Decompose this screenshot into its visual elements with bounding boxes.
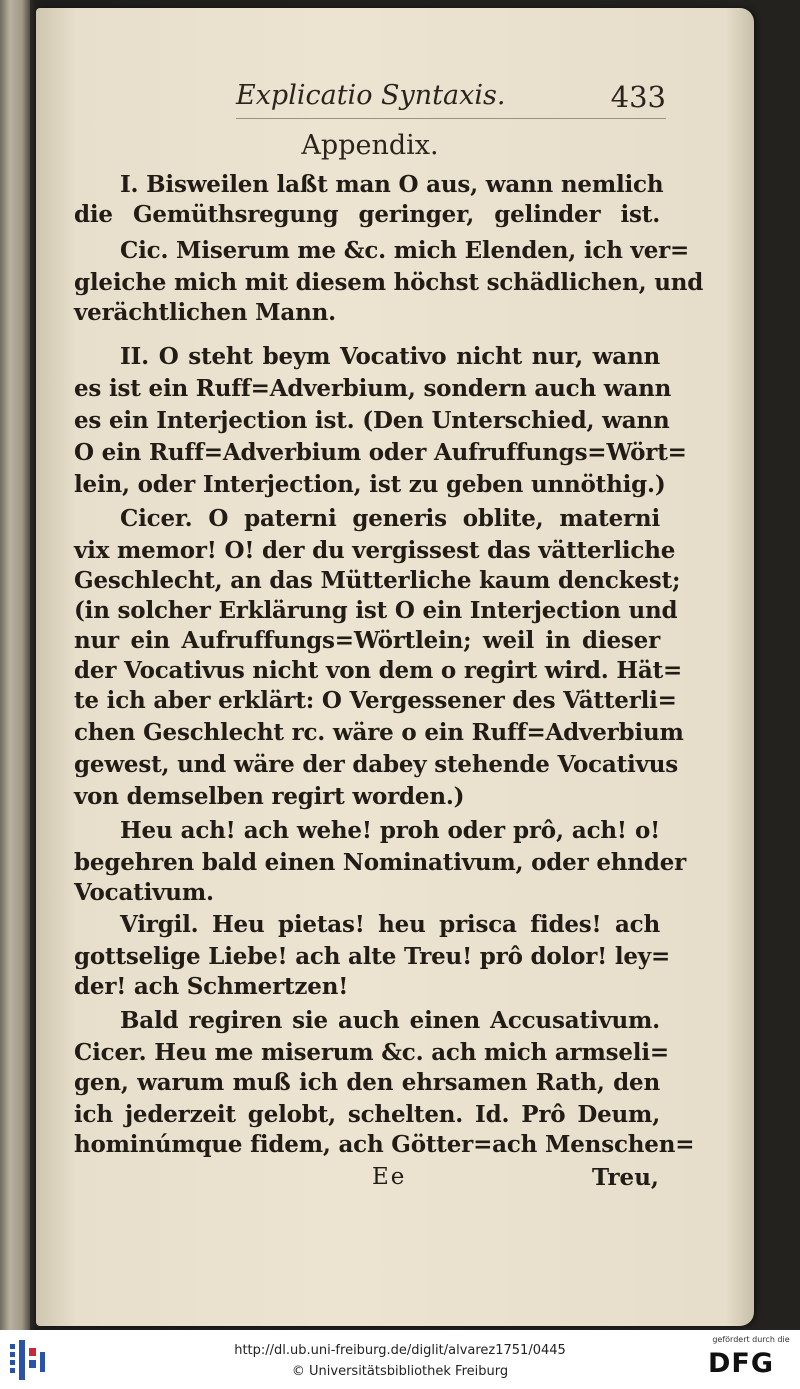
text-line: ich jederzeit gelobt, schelten. Id. Prô Deum, bbox=[74, 1101, 660, 1128]
text-line: begehren bald einen Nominativum, oder ehnder bbox=[74, 849, 687, 876]
catchword: Treu, bbox=[592, 1164, 659, 1191]
page-number: 433 bbox=[610, 80, 666, 114]
text-line: Geschlecht, an das Mütterliche kaum denckest; bbox=[74, 567, 681, 594]
text-line: O ein Ruff=Adverbium oder Aufruffungs=Wört= bbox=[74, 439, 687, 466]
text-line: Virgil. Heu pietas! heu prisca fides! ach bbox=[120, 911, 660, 938]
text-line: Cicer. O paterni generis oblite, materni bbox=[120, 505, 660, 532]
text-line: Bald regiren sie auch einen Accusativum. bbox=[120, 1007, 660, 1034]
copyright-notice: © Universitätsbibliothek Freiburg bbox=[291, 1364, 509, 1379]
text-line: nur ein Aufruffungs=Wörtlein; weil in dieser bbox=[74, 627, 660, 654]
text-line: lein, oder Interjection, ist zu geben unnöthig.) bbox=[74, 471, 666, 498]
text-line: Cicer. Heu me miserum &c. ach mich armseli= bbox=[74, 1039, 669, 1066]
permalink[interactable]: http://dl.ub.uni-freiburg.de/diglit/alvarez1751/0445 bbox=[234, 1343, 566, 1358]
signature-mark: Ee bbox=[372, 1164, 407, 1190]
text-line: der! ach Schmertzen! bbox=[74, 973, 349, 1000]
text-line: II. O steht beym Vocativo nicht nur, wann bbox=[120, 343, 660, 370]
sponsor-caption: gefördert durch die bbox=[712, 1335, 790, 1344]
text-line: (in solcher Erklärung ist O ein Interjection und bbox=[74, 597, 678, 624]
viewer-footer bbox=[0, 1330, 800, 1389]
text-line: Cic. Miserum me &c. mich Elenden, ich ver= bbox=[120, 237, 690, 264]
text-line: verächtlichen Mann. bbox=[74, 299, 336, 326]
text-line: chen Geschlecht rc. wäre o ein Ruff=Adverbium bbox=[74, 719, 684, 746]
text-line: gen, warum muß ich den ehrsamen Rath, den bbox=[74, 1069, 660, 1096]
text-line: Heu ach! ach wehe! proh oder prô, ach! o! bbox=[120, 817, 660, 844]
text-line: von demselben regirt worden.) bbox=[74, 783, 465, 810]
running-head: Explicatio Syntaxis. bbox=[236, 80, 506, 111]
text-line: die Gemüthsregung geringer, gelinder ist. bbox=[74, 201, 660, 228]
text-line: der Vocativus nicht von dem o regirt wird. Hät= bbox=[74, 657, 683, 684]
text-line: vix memor! O! der du vergissest das vätterliche bbox=[74, 537, 676, 564]
text-line: gottselige Liebe! ach alte Treu! prô dolor! ley= bbox=[74, 943, 671, 970]
dfg-logo: DFG bbox=[708, 1348, 775, 1379]
text-line: hominúmque fidem, ach Götter=ach Menschen= bbox=[74, 1131, 695, 1158]
text-line: es ein Interjection ist. (Den Unterschied, wann bbox=[74, 407, 670, 434]
text-line: es ist ein Ruff=Adverbium, sondern auch wann bbox=[74, 375, 672, 402]
text-line: gleiche mich mit diesem höchst schädlichen, und bbox=[74, 269, 704, 296]
text-line: te ich aber erklärt: O Vergessener des Vätterli= bbox=[74, 687, 677, 714]
text-line: Vocativum. bbox=[74, 879, 214, 906]
text-line: gewest, und wäre der dabey stehende Vocativus bbox=[74, 751, 679, 778]
section-title: Appendix. bbox=[301, 130, 439, 161]
text-line: I. Bisweilen laßt man O aus, wann nemlich bbox=[120, 171, 664, 198]
